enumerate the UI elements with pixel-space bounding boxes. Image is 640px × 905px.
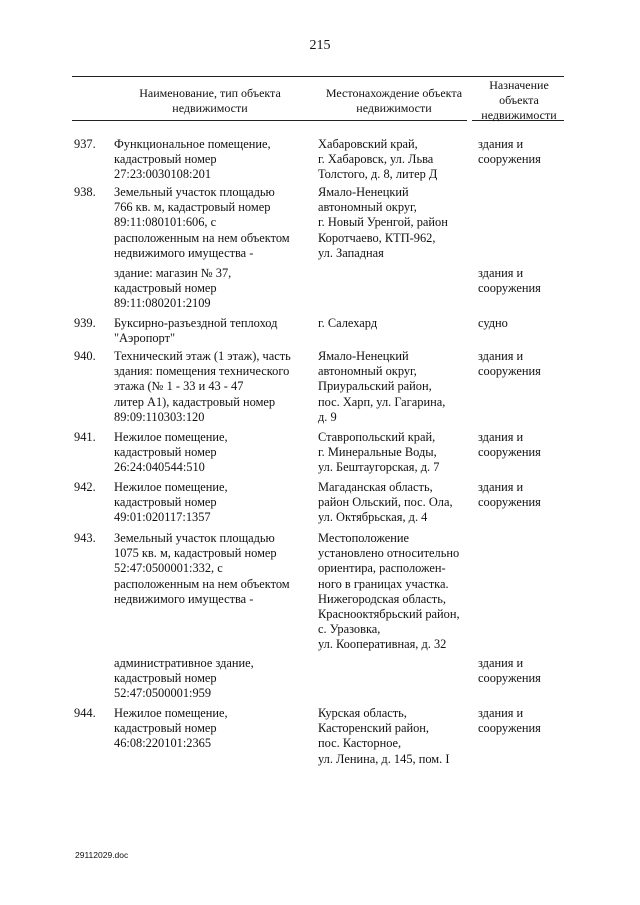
object-purpose: здания и сооружения bbox=[478, 656, 541, 686]
header-bottom-rule-right bbox=[472, 120, 564, 121]
row-number: 944. bbox=[74, 706, 96, 720]
row-number: 942. bbox=[74, 480, 96, 494]
footer-filename: 29112029.doc bbox=[75, 850, 129, 860]
object-location: г. Салехард bbox=[318, 316, 378, 330]
object-purpose: судно bbox=[478, 316, 508, 330]
object-name: административное здание, кадастровый номер 52:47:0500001:959 bbox=[114, 656, 254, 701]
object-purpose: здания и сооружения bbox=[478, 480, 541, 510]
object-name: Функциональное помещение, кадастровый номер 27:23:0030108:201 bbox=[114, 137, 271, 182]
row-number: 938. bbox=[74, 185, 96, 199]
object-location: Магаданская область, район Ольский, пос. Ола, ул. Октябрьская, д. 4 bbox=[318, 480, 453, 525]
page-number: 215 bbox=[309, 38, 331, 53]
row-number: 940. bbox=[74, 349, 96, 363]
object-purpose: здания и сооружения bbox=[478, 706, 541, 736]
header-col-location: Местонахождение объекта недвижимости bbox=[325, 86, 463, 115]
object-purpose: здания и сооружения bbox=[478, 430, 541, 460]
object-purpose: здания и сооружения bbox=[478, 266, 541, 296]
object-location: Ямало-Ненецкий автономный округ, г. Новый Уренгой, район Коротчаево, КТП-962, ул. Западная bbox=[318, 185, 448, 260]
object-name: Нежилое помещение, кадастровый номер 26:24:040544:510 bbox=[114, 430, 228, 475]
object-location: Хабаровский край, г. Хабаровск, ул. Льва Толстого, д. 8, литер Д bbox=[318, 137, 438, 182]
object-purpose: здания и сооружения bbox=[478, 349, 541, 379]
object-name: здание: магазин № 37, кадастровый номер 89:11:080201:2109 bbox=[114, 266, 232, 311]
row-number: 939. bbox=[74, 316, 96, 330]
object-name: Земельный участок площадью 766 кв. м, кадастровый номер 89:11:080101:606, с расположенным на нем объектом недвижимого имущества - bbox=[114, 185, 290, 260]
row-number: 937. bbox=[74, 137, 96, 151]
object-location: Ямало-Ненецкий автономный округ, Приуральский район, пос. Харп, ул. Гагарина, д. 9 bbox=[318, 349, 446, 424]
object-location: Местоположение установлено относительно ориентира, расположен- ного в границах участка. Нижегородская область, Краснооктябрьский район, с. Уразовка, ул. Кооперативная, д. 32 bbox=[318, 531, 460, 652]
object-name: Земельный участок площадью 1075 кв. м, кадастровый номер 52:47:0500001:332, с расположенным на нем объектом недвижимого имущества - bbox=[114, 531, 290, 606]
header-col-purpose: Назначение объекта недвижимости bbox=[481, 78, 557, 122]
header-bottom-rule-left bbox=[72, 120, 467, 121]
object-name: Технический этаж (1 этаж), часть здания: помещения технического этажа (№ 1 - 33 и 43 - 47 литер А1), кадастровый номер 89:09:110303:120 bbox=[114, 349, 291, 424]
row-number: 943. bbox=[74, 531, 96, 545]
object-name: Буксирно-разъездной теплоход "Аэропорт" bbox=[114, 316, 278, 346]
object-purpose: здания и сооружения bbox=[478, 137, 541, 167]
object-name: Нежилое помещение, кадастровый номер 46:08:220101:2365 bbox=[114, 706, 228, 751]
object-name: Нежилое помещение, кадастровый номер 49:01:020117:1357 bbox=[114, 480, 228, 525]
header-top-rule bbox=[72, 76, 564, 77]
header-col-name: Наименование, тип объекта недвижимости bbox=[139, 86, 281, 115]
object-location: Курская область, Касторенский район, пос. Касторное, ул. Ленина, д. 145, пом. I bbox=[318, 706, 450, 766]
row-number: 941. bbox=[74, 430, 96, 444]
object-location: Ставропольский край, г. Минеральные Воды, ул. Бештаугорская, д. 7 bbox=[318, 430, 440, 475]
